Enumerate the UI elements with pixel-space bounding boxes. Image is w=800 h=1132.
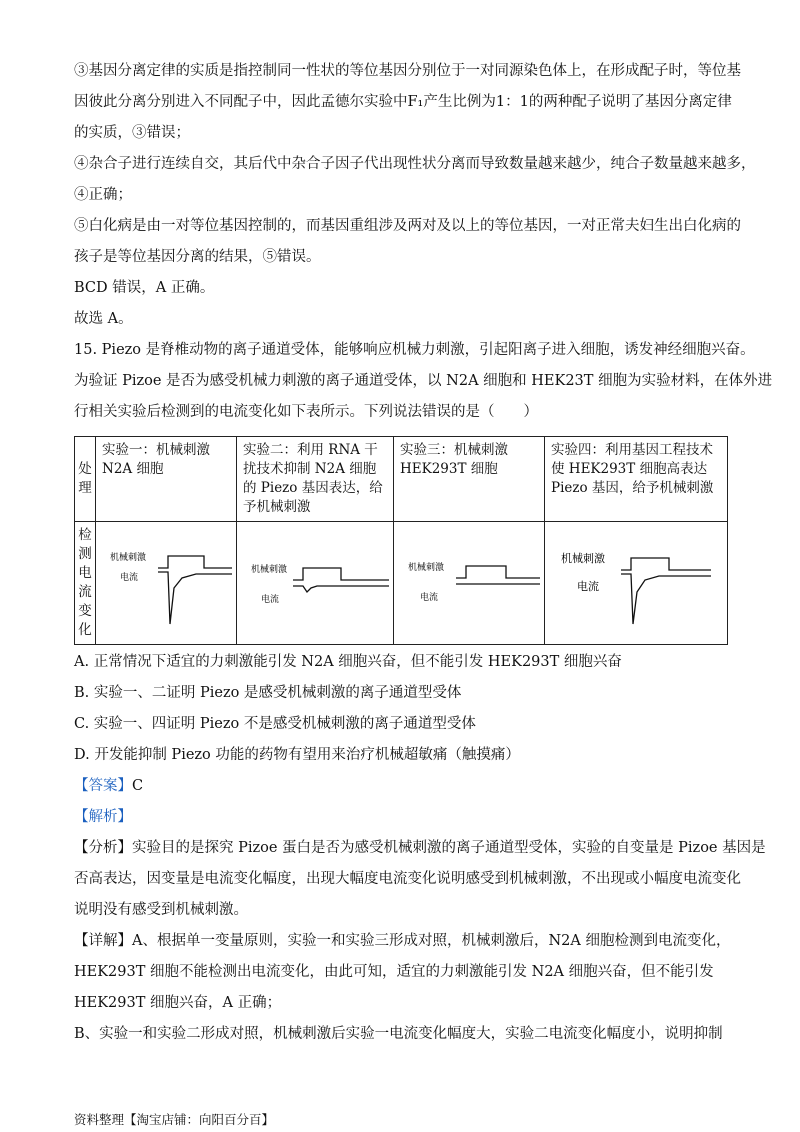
choice-line: 故选 A。	[74, 311, 133, 327]
text-line: 孩子是等位基因分离的结果，⑤错误。	[74, 249, 321, 265]
row-header-treatment: 处 理	[75, 437, 96, 522]
stimulus-label: 机械刺激	[251, 565, 288, 575]
stimulus-trace	[456, 566, 540, 578]
answer-line	[74, 771, 730, 802]
current-graph-1	[96, 522, 237, 645]
stimulus-trace	[621, 558, 711, 570]
stimulus-trace	[293, 568, 389, 580]
text-line: 【详解】A、根据单一变量原则，实验一和实验三形成对照，机械刺激后，N2A 细胞检测到电流变化，	[74, 933, 731, 949]
text-line: ⑤白化病是由一对等位基因控制的，而基因重组涉及两对及以上的等位基因，一对正常夫妇生出白化病的	[74, 218, 741, 234]
paragraph-4	[74, 149, 756, 211]
row-header-current: 检 测 电 流 变 化	[75, 522, 96, 645]
question-stem-line: 行相关实验后检测到的电流变化如下表所示。下列说法错误的是（ ）	[74, 404, 538, 420]
text-line: ④杂合子进行连续自交，其后代中杂合子因子代出现性状分离而导致数量越来越少，纯合子数量越来越多，	[74, 156, 756, 172]
document-body	[74, 56, 773, 1050]
current-label: 电流	[120, 573, 139, 583]
current-trace	[621, 574, 711, 624]
option-d: D. 开发能抑制 Piezo 功能的药物有望用来治疗机械超敏痛（触摸痛）	[74, 747, 520, 763]
current-graph-4	[545, 522, 728, 645]
text-line: ④正确；	[74, 187, 132, 203]
question-stem-line: 15. Piezo 是脊椎动物的离子通道受体，能够响应机械力刺激，引起阳离子进入细胞，诱发神经细胞兴奋。	[74, 342, 755, 358]
analysis-tag: 【解析】	[74, 809, 132, 825]
option-c: C. 实验一、四证明 Piezo 不是感受机械刺激的离子通道型受体	[74, 716, 476, 732]
answer-tag: 【答案】	[74, 778, 132, 794]
current-label: 电流	[261, 595, 280, 605]
current-graph-3	[394, 522, 545, 645]
treatment-row	[75, 437, 728, 522]
question-stem-line: 为验证 Pizoe 是否为感受机械力刺激的离子通道受体，以 N2A 细胞和 HEK23T 细胞为实验材料，在体外进	[74, 373, 773, 389]
current-label: 电流	[420, 593, 439, 603]
stimulus-label: 机械刺激	[110, 553, 147, 563]
text-line: 因彼此分离分别进入不同配子中，因此孟德尔实验中F₁产生比例为1：1的两种配子说明了基因分离定律	[74, 94, 732, 110]
text-line: 否高表达，因变量是电流变化幅度，出现大幅度电流变化说明感受到机械刺激，不出现或小幅度电流变化	[74, 871, 741, 887]
experiment-table	[74, 436, 728, 645]
option-a: A. 正常情况下适宜的力刺激能引发 N2A 细胞兴奋，但不能引发 HEK293T 细胞兴奋	[74, 654, 622, 670]
paragraph-3	[74, 56, 741, 149]
text-line: 说明没有感受到机械刺激。	[74, 902, 248, 918]
detail-section	[74, 926, 730, 1050]
page-footer: 资料整理【淘宝店铺：向阳百分百】	[74, 1112, 275, 1127]
text-line: B、实验一和实验二形成对照，机械刺激后实验一电流变化幅度大，实验二电流变化幅度小，说明抑制	[74, 1026, 723, 1042]
current-trace	[158, 572, 232, 624]
text-line: 【分析】实验目的是探究 Pizoe 蛋白是否为感受机械刺激的离子通道型受体，实验的自变量是 Pizoe 基因是	[74, 840, 766, 856]
experiment-1-cell: 实验一：机械刺激 N2A 细胞	[96, 437, 237, 522]
answer-value: C	[132, 778, 144, 794]
options	[74, 647, 730, 771]
conclusion-line: BCD 错误，A 正确。	[74, 280, 215, 296]
paragraph-5	[74, 211, 741, 273]
stimulus-label: 机械刺激	[408, 563, 445, 573]
text-line: HEK293T 细胞不能检测出电流变化，由此可知，适宜的力刺激能引发 N2A 细胞兴奋，但不能引发	[74, 964, 714, 980]
text-line: HEK293T 细胞兴奋，A 正确；	[74, 995, 282, 1011]
experiment-4-cell: 实验四：利用基因工程技术使 HEK293T 细胞高表达 Piezo 基因，给予机械刺激	[545, 437, 728, 522]
current-graph-2	[237, 522, 394, 645]
analysis-section	[74, 833, 766, 926]
experiment-2-cell: 实验二：利用 RNA 干扰技术抑制 N2A 细胞的 Piezo 基因表达，给予机械刺激	[237, 437, 394, 522]
option-b: B. 实验一、二证明 Piezo 是感受机械刺激的离子通道型受体	[74, 685, 462, 701]
analysis-heading	[74, 802, 730, 833]
experiment-3-cell: 实验三：机械刺激 HEK293T 细胞	[394, 437, 545, 522]
current-trace	[293, 586, 389, 592]
question-15	[74, 335, 773, 428]
text-line: ③基因分离定律的实质是指控制同一性状的等位基因分别位于一对同源染色体上，在形成配子时，等位基	[74, 63, 741, 79]
stimulus-trace	[158, 556, 232, 568]
current-row	[75, 522, 728, 645]
stimulus-label: 机械刺激	[561, 552, 605, 565]
current-label: 电流	[577, 580, 599, 593]
text-line: 的实质，③错误；	[74, 125, 190, 141]
